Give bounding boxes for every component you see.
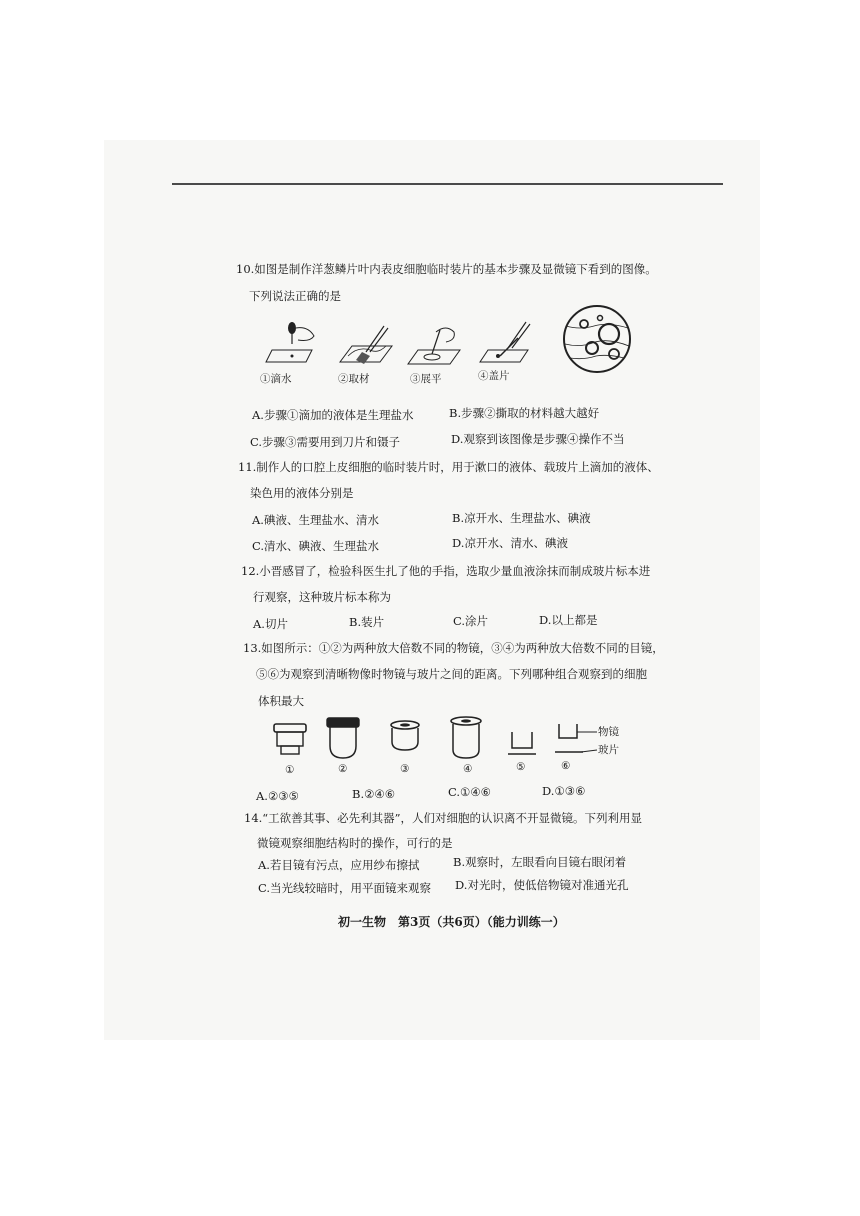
q14-stem: 14.“工欲善其事、必先利其器”，人们对细胞的认识离不开显微镜。下列利用显 — [244, 811, 643, 825]
distance-6-illustration — [555, 722, 599, 756]
q13-option-b: B.②④⑥ — [352, 787, 396, 801]
step4-label: ④盖片 — [478, 370, 510, 382]
q11-option-d: D.凉开水、清水、碘液 — [452, 536, 568, 550]
microscope-view-illustration — [562, 304, 632, 374]
step4-cover-slip-illustration — [478, 318, 538, 368]
q13-stem-line3: 体积最大 — [258, 694, 304, 708]
page-footer: 初一生物 第3页（共6页）（能力训练一） — [338, 915, 565, 929]
q11-option-c: C.清水、碘液、生理盐水 — [252, 539, 380, 553]
q12-option-d: D.以上都是 — [539, 613, 598, 627]
step1-drop-water-illustration — [262, 322, 322, 370]
step3-label: ③展平 — [410, 373, 442, 385]
slide-label: 玻片 — [598, 744, 619, 756]
q10-option-c: C.步骤③需要用到刀片和镊子 — [250, 435, 401, 449]
q11-option-a: A.碘液、生理盐水、清水 — [252, 513, 379, 527]
q12-option-c: C.涂片 — [453, 614, 489, 628]
q10-stem-line2: 下列说法正确的是 — [249, 289, 341, 303]
objective-label: 物镜 — [598, 726, 619, 738]
lens-label-3: ③ — [400, 763, 410, 775]
q13-stem: 13.如图所示：①②为两种放大倍数不同的物镜，③④为两种放大倍数不同的目镜， — [243, 641, 664, 655]
q14-stem-line2: 微镜观察细胞结构时的操作，可行的是 — [257, 836, 453, 850]
q10-option-b: B.步骤②撕取的材料越大越好 — [449, 406, 600, 420]
q14-option-b: B.观察时，左眼看向目镜右眼闭着 — [453, 855, 627, 869]
eyepiece-lens-4-illustration — [449, 716, 483, 762]
objective-lens-2-illustration — [326, 716, 360, 762]
q10-stem: 10.如图是制作洋葱鳞片叶内表皮细胞临时装片的基本步骤及显微镜下看到的图像。 — [236, 262, 657, 276]
q13-option-c: C.①④⑥ — [448, 785, 491, 799]
q12-option-b: B.装片 — [349, 615, 385, 629]
distance-5-illustration — [508, 730, 536, 758]
eyepiece-lens-3-illustration — [389, 720, 421, 754]
step3-spread-illustration — [406, 322, 466, 370]
lens-label-2: ② — [338, 763, 348, 775]
q11-stem-line2: 染色用的液体分别是 — [250, 486, 354, 500]
q12-option-a: A.切片 — [253, 617, 288, 631]
q14-option-a: A.若目镜有污点，应用纱布擦拭 — [258, 858, 420, 872]
lens-label-4: ④ — [463, 763, 473, 775]
lens-label-6: ⑥ — [561, 760, 571, 772]
q10-option-a: A.步骤①滴加的液体是生理盐水 — [252, 408, 414, 422]
q11-stem: 11.制作人的口腔上皮细胞的临时装片时，用于漱口的液体、载玻片上滴加的液体、 — [238, 460, 659, 474]
lens-label-5: ⑤ — [516, 761, 526, 773]
q14-option-d: D.对光时，使低倍物镜对准通光孔 — [455, 878, 629, 892]
q13-stem-line2: ⑤⑥为观察到清晰物像时物镜与玻片之间的距离。下列哪种组合观察到的细胞 — [256, 667, 647, 681]
header-rule — [172, 183, 723, 185]
step2-take-material-illustration — [338, 322, 398, 370]
step2-label: ②取材 — [338, 373, 370, 385]
lens-label-1: ① — [285, 764, 295, 776]
q10-option-d: D.观察到该图像是步骤④操作不当 — [451, 432, 625, 446]
step1-label: ①滴水 — [260, 373, 292, 385]
q13-option-d: D.①③⑥ — [542, 784, 586, 798]
objective-lens-1-illustration — [273, 722, 307, 758]
q11-option-b: B.凉开水、生理盐水、碘液 — [452, 511, 591, 525]
q14-option-c: C.当光线较暗时，用平面镜来观察 — [258, 881, 432, 895]
q12-stem-line2: 行观察，这种玻片标本称为 — [253, 590, 391, 604]
q12-stem: 12.小晋感冒了，检验科医生扎了他的手指，选取少量血液涂抹而制成玻片标本进 — [241, 564, 651, 578]
q13-option-a: A.②③⑤ — [256, 789, 299, 803]
